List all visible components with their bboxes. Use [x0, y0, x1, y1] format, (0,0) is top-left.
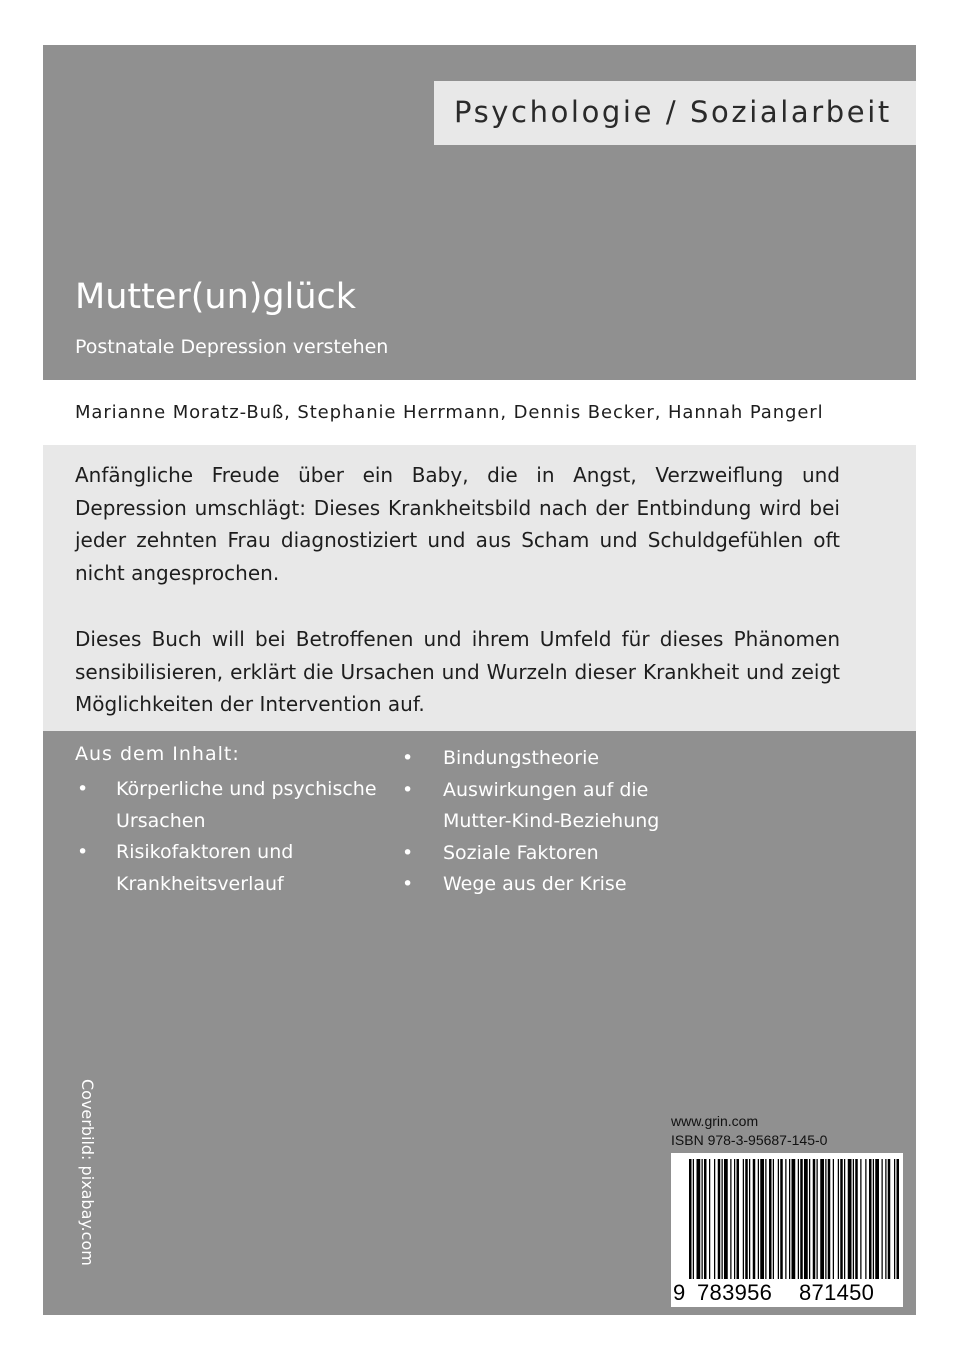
barcode-bar	[860, 1159, 861, 1279]
barcode-bar	[704, 1159, 707, 1279]
barcode-bar	[792, 1159, 796, 1279]
barcode-bar	[873, 1159, 874, 1279]
barcode-bar	[840, 1159, 843, 1279]
barcode-bar	[730, 1159, 731, 1279]
barcode-bar	[853, 1159, 854, 1279]
list-item-text: Wege aus der Krise	[443, 873, 627, 895]
barcode-bar	[798, 1159, 799, 1279]
barcode-bar	[780, 1159, 783, 1279]
barcode-bar	[888, 1159, 891, 1279]
list-item-text: Soziale Faktoren	[443, 841, 599, 864]
barcode-bar	[838, 1159, 839, 1279]
bullet-icon: •	[402, 841, 414, 864]
barcode-bar	[745, 1159, 748, 1279]
contents-list-left	[75, 774, 405, 900]
bullet-icon: •	[402, 747, 414, 769]
cover-image-credit	[79, 1079, 99, 1269]
list-item-text: Risikofaktoren und Krankheitsverlauf	[116, 841, 294, 895]
barcode-digit-group-1: 783956	[697, 1280, 773, 1305]
barcode-bar	[804, 1159, 808, 1279]
isbn-label: ISBN 978-3-95687-145-0	[671, 1132, 828, 1148]
category-label: Psychologie / Sozialarbeit	[454, 95, 892, 129]
barcode-bar	[817, 1159, 818, 1279]
list-item	[402, 869, 702, 901]
barcode-bar	[882, 1159, 883, 1279]
contents-list-right	[402, 743, 702, 901]
barcode-bar	[722, 1159, 723, 1279]
barcode-bar	[869, 1159, 872, 1279]
barcode-bar	[865, 1159, 866, 1279]
barcode-bar	[875, 1159, 879, 1279]
bullet-icon: •	[77, 778, 89, 800]
list-item-text: Körperliche und psychische Ursachen	[116, 778, 377, 832]
barcode-bar	[833, 1159, 834, 1279]
list-item	[402, 838, 702, 870]
barcode-bar	[749, 1159, 750, 1279]
barcode-bar	[709, 1159, 710, 1279]
barcode	[671, 1153, 903, 1307]
author-list: Marianne Moratz-Buß, Stephanie Herrmann, Dennis Becker, Hannah Pangerl	[75, 402, 824, 423]
barcode-bar	[702, 1159, 703, 1279]
barcode-bar	[724, 1159, 728, 1279]
barcode-bar	[769, 1159, 772, 1279]
bullet-icon: •	[402, 873, 414, 895]
barcode-bar	[855, 1159, 858, 1279]
list-item	[75, 774, 405, 837]
barcode-bar	[734, 1159, 735, 1279]
publisher-url: www.grin.com	[671, 1113, 759, 1129]
barcode-bar	[773, 1159, 774, 1279]
bullet-icon: •	[402, 778, 414, 801]
list-item	[402, 743, 702, 775]
barcode-bar	[714, 1159, 715, 1279]
bullet-icon: •	[77, 841, 89, 863]
barcode-bar	[828, 1159, 831, 1279]
list-item-text: Auswirkungen auf die Mutter-Kind-Beziehung	[443, 778, 660, 832]
blurb-paragraph-2: Dieses Buch will bei Betroffenen und ihrem Umfeld für dieses Phänomen sensibilisieren, erklärt die Ursachen und Wurzeln dieser Krankheit und zeigt Möglichkeiten der Intervention auf.	[75, 627, 840, 716]
barcode-bar	[760, 1159, 764, 1279]
barcode-bar	[800, 1159, 803, 1279]
barcode-bar	[765, 1159, 766, 1279]
contents-title: Aus dem Inhalt:	[75, 743, 240, 765]
barcode-bar	[820, 1159, 824, 1279]
list-item-text: Bindungstheorie	[443, 747, 600, 769]
barcode-bar	[809, 1159, 810, 1279]
book-subtitle: Postnatale Depression verstehen	[75, 336, 389, 358]
barcode-bar	[718, 1159, 721, 1279]
header-panel	[43, 45, 916, 380]
barcode-digit-group-2: 871450	[799, 1280, 875, 1305]
barcode-digit-first: 9	[673, 1280, 686, 1305]
barcode-bar	[743, 1159, 744, 1279]
barcode-bar	[825, 1159, 826, 1279]
book-back-cover	[43, 45, 916, 1315]
barcode-area	[671, 1113, 903, 1307]
barcode-bar	[848, 1159, 852, 1279]
list-item	[75, 837, 405, 900]
cover-image-credit-text: Coverbild: pixabay.com	[78, 1079, 97, 1266]
blurb-paragraph-1: Anfängliche Freude über ein Baby, die in Angst, Verzweiflung und Depression umschlägt: Dieses Krankheitsbild nach der Entbindung wird bei jeder zehnten Frau diagnostiziert und aus Scham und Schuldgefühlen oft nicht angesprochen.	[75, 463, 840, 585]
blurb-panel	[43, 445, 916, 731]
book-title: Mutter(un)glück	[75, 277, 357, 317]
barcode-bar	[813, 1159, 816, 1279]
barcode-digits	[671, 1279, 903, 1307]
barcode-bar	[885, 1159, 886, 1279]
barcode-bar	[778, 1159, 779, 1279]
list-item	[402, 775, 702, 838]
barcode-bar	[753, 1159, 756, 1279]
barcode-bar	[758, 1159, 759, 1279]
barcode-bar	[697, 1159, 701, 1279]
barcode-bar	[844, 1159, 845, 1279]
category-box	[434, 81, 916, 145]
barcode-bar	[737, 1159, 740, 1279]
